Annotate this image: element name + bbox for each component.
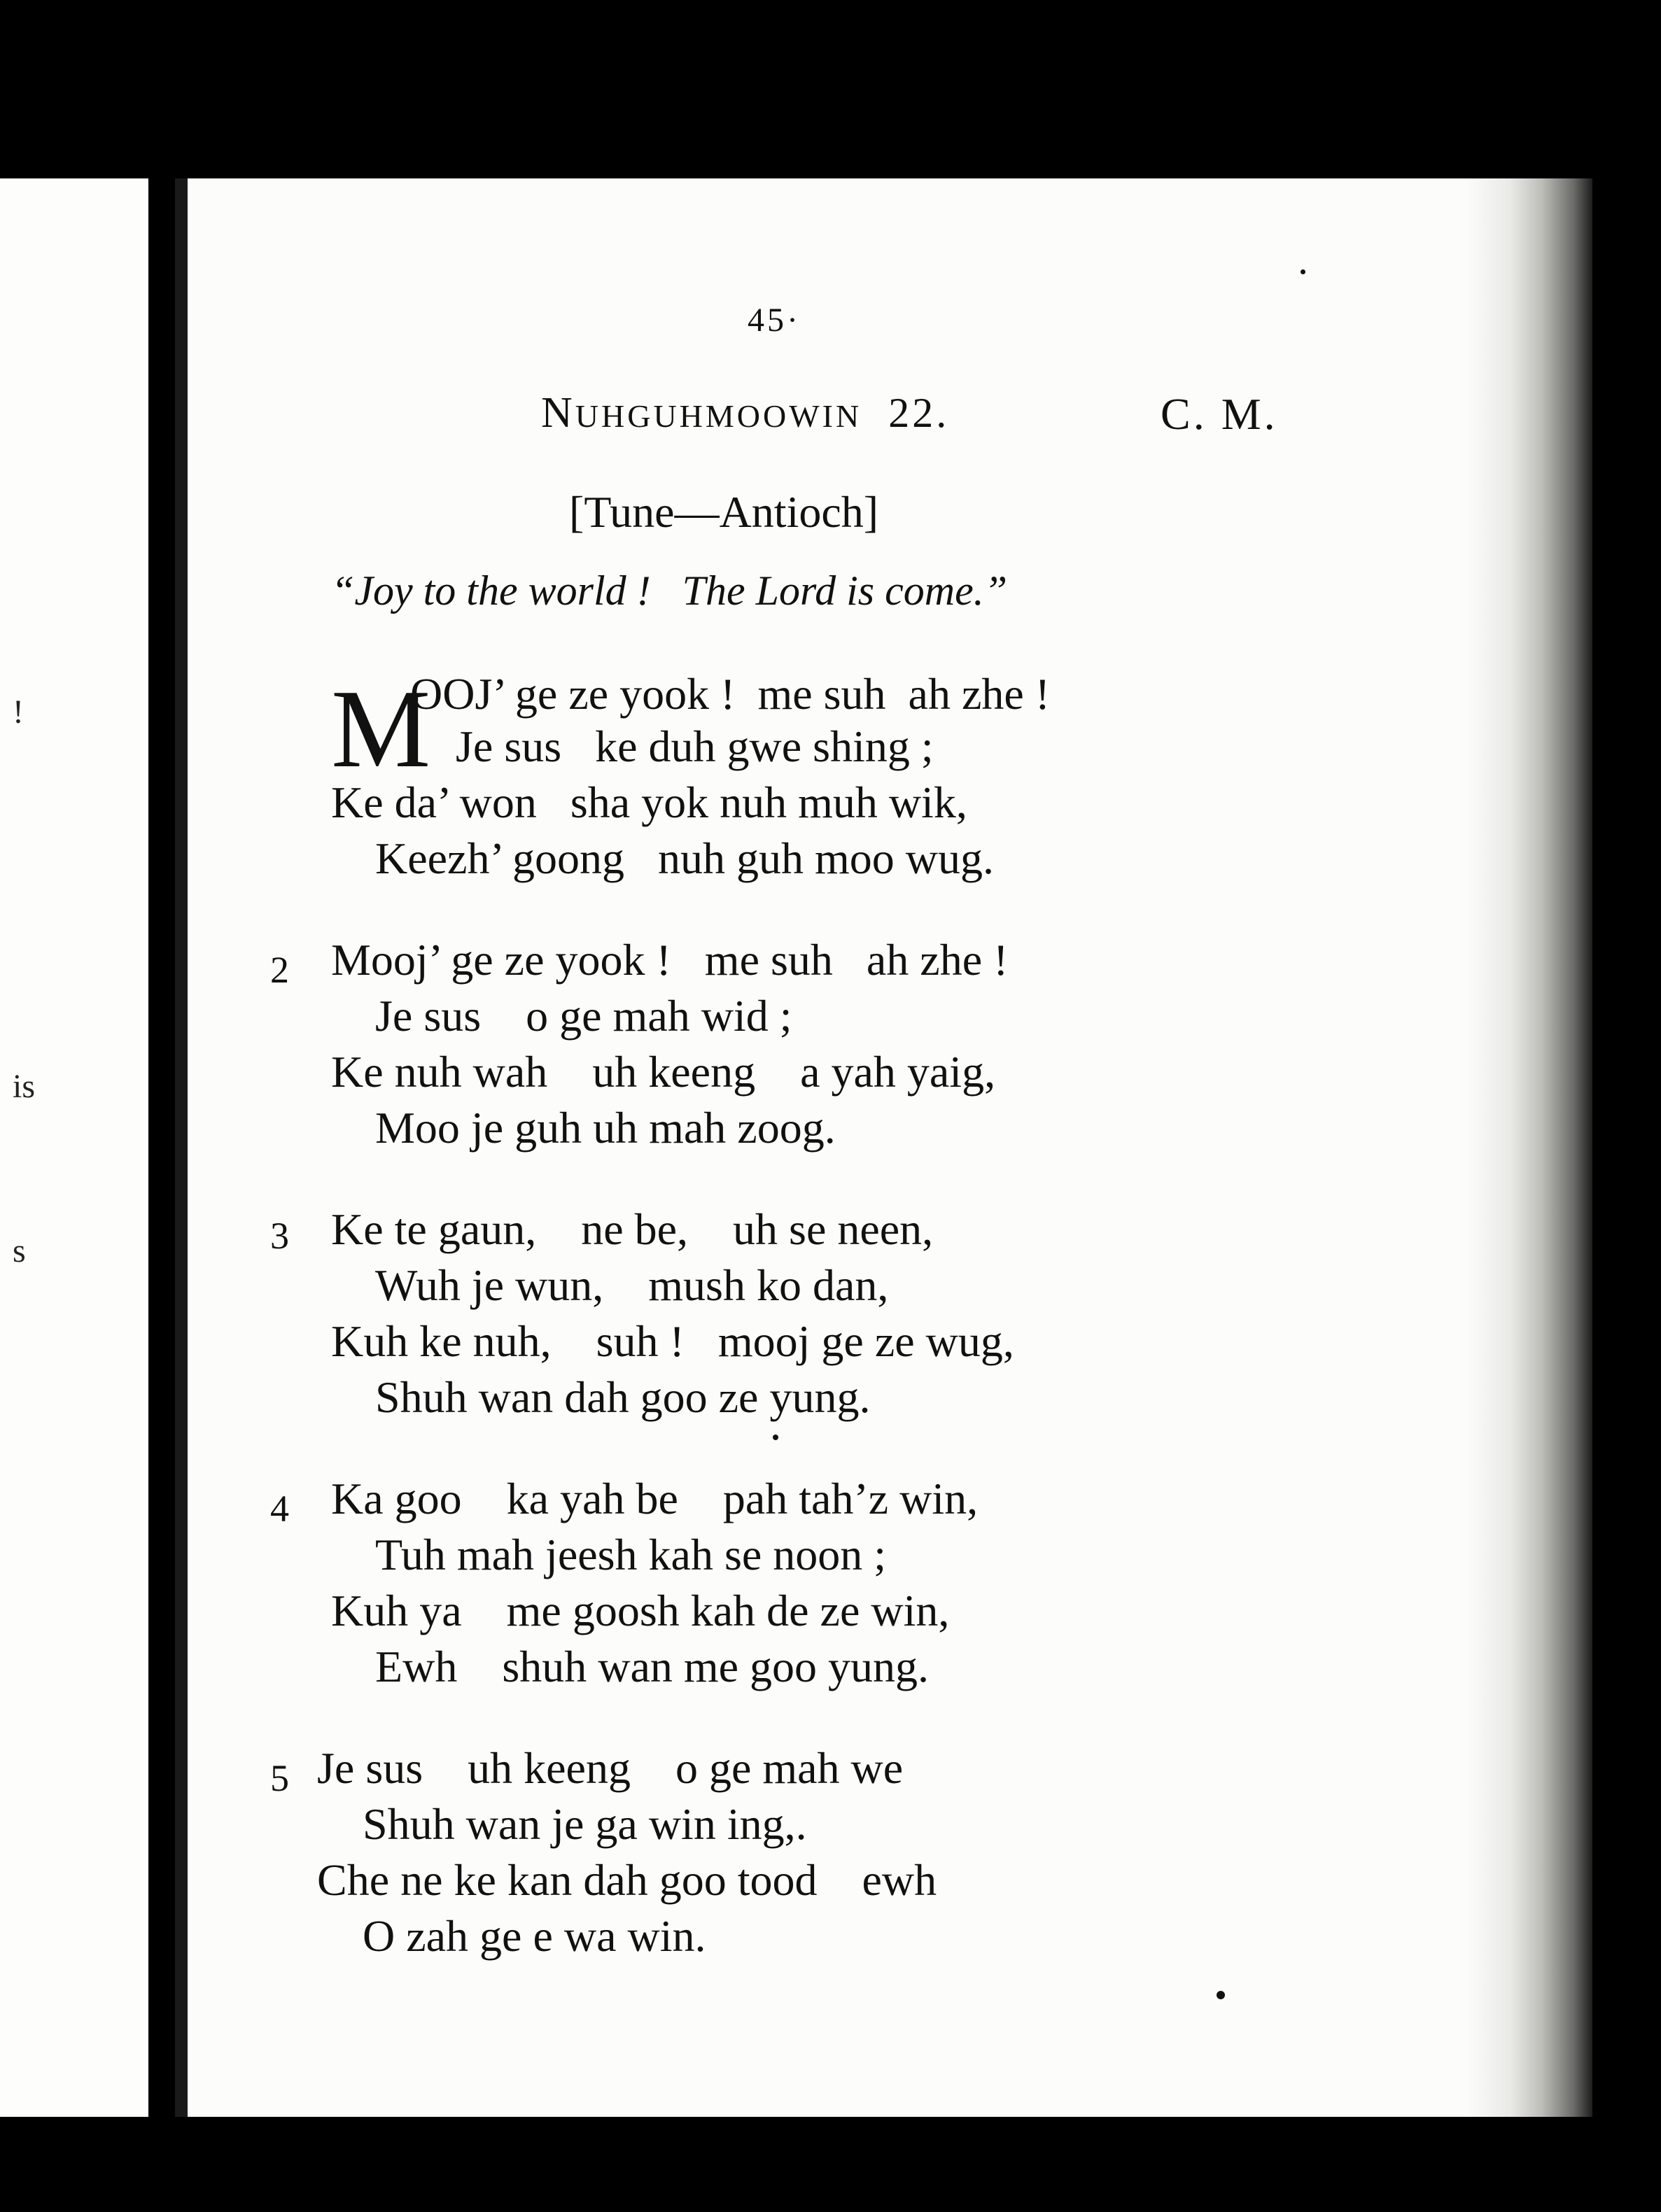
verse-line: Moo je guh uh mah zoog. — [375, 1103, 836, 1153]
facing-page-edge — [0, 178, 148, 2117]
verse-line: Mooj’ ge ze yook ! me suh ah zhe ! — [331, 935, 1009, 985]
verse-line: OOJ’ ge ze yook ! me suh ah zhe ! — [410, 669, 1051, 719]
verse-line: Ke da’ won sha yok nuh muh wik, — [331, 777, 967, 827]
verse-line: Kuh ke nuh, suh ! mooj ge ze wug, — [331, 1316, 1014, 1366]
hymn-title-initial: N — [541, 389, 575, 437]
verse-line: Je sus ke duh gwe shing ; — [456, 721, 934, 771]
facing-page-fragment: ! — [13, 693, 24, 731]
hymn-number: 22. — [888, 390, 950, 436]
verse-line: Keezh’ goong nuh guh moo wug. — [375, 833, 994, 883]
verse-line: Ewh shuh wan me goo yung. — [375, 1642, 930, 1691]
verse-line: Kuh ya me goosh kah de ze win, — [331, 1586, 950, 1635]
ink-speck — [773, 1435, 778, 1440]
page-edge-shadow — [1466, 178, 1592, 2117]
stanza-number: 4 — [270, 1488, 289, 1530]
verse-line: Shuh wan dah goo ze yung. — [375, 1372, 871, 1422]
verse-line: Ka goo ka yah be pah tah’z win, — [331, 1474, 979, 1523]
stanza-number: 3 — [270, 1215, 289, 1257]
english-first-line: “Joy to the world ! The Lord is come.” — [331, 568, 1008, 614]
facing-page-fragment: is — [13, 1068, 36, 1105]
verse-line: Shuh wan je ga win ing,. — [363, 1799, 807, 1849]
verse-line: O zah ge e wa win. — [363, 1911, 706, 1961]
facing-page-fragment: s — [13, 1232, 26, 1269]
verse-line: Je sus o ge mah wid ; — [375, 991, 792, 1041]
hymn-title — [541, 388, 949, 438]
book-page — [175, 178, 1546, 2117]
verse-line: Je sus uh keeng o ge mah we — [317, 1743, 904, 1793]
verse-line: Ke nuh wah uh keeng a yah yaig, — [331, 1047, 996, 1097]
verse-line: Tuh mah jeesh kah se noon ; — [375, 1530, 887, 1579]
ink-speck — [1301, 269, 1305, 274]
tune-name: [Tune—Antioch] — [569, 487, 879, 537]
ink-speck — [1217, 1991, 1225, 1999]
verse-line: Wuh je wun, mush ko dan, — [375, 1260, 889, 1310]
drop-cap: M — [331, 666, 431, 791]
stanza-number: 2 — [270, 949, 289, 991]
verse-line: Che ne ke kan dah goo tood ewh — [317, 1855, 937, 1905]
page-number: 45· — [748, 302, 801, 339]
verse-line: Ke te gaun, ne be, uh se neen, — [331, 1204, 934, 1254]
hymn-meter: C. M. — [1161, 389, 1278, 439]
hymn-title-text: UHGUHMOOWIN — [575, 398, 862, 434]
stanza-number: 5 — [270, 1757, 289, 1799]
